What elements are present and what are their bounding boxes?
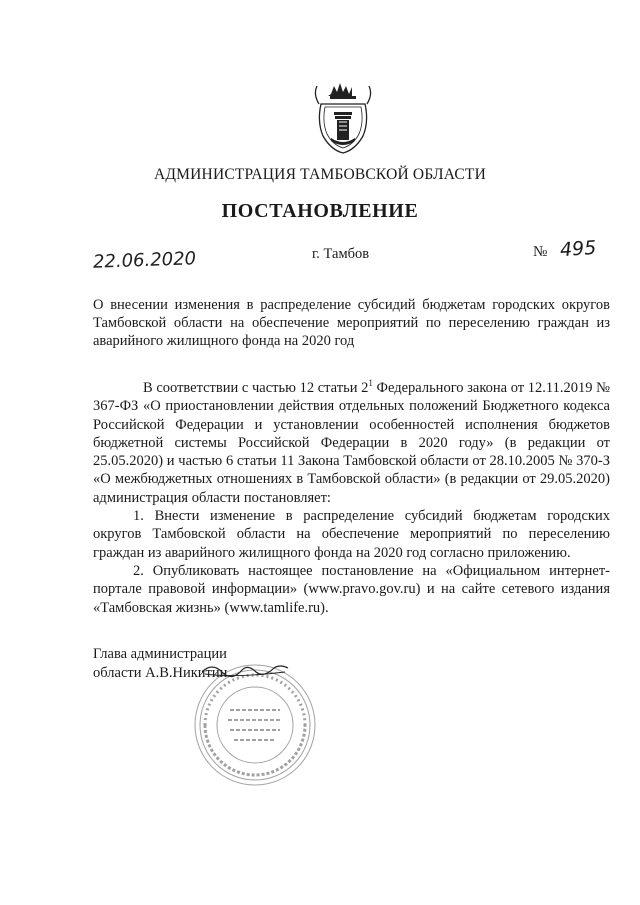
intro-paragraph <box>93 379 610 507</box>
document-type-title: ПОСТАНОВЛЕНИЕ <box>221 200 419 222</box>
signatory-name: области А.В.Никитин <box>93 665 228 681</box>
resolution-item-2: 2. Опубликовать настоящее постановление на «Официальном интернет-портале правовой информации» (www.pravo.gov.ru) и на сайте сетевого издания «Тамбовская жизнь» (www.tamlife.ru). <box>93 562 610 616</box>
document-body <box>93 379 610 617</box>
document-date: 22.06.2020 <box>92 248 197 273</box>
document-city: г. Тамбов <box>312 246 370 262</box>
agency-name: АДМИНИСТРАЦИЯ ТАМБОВСКОЙ ОБЛАСТИ <box>154 166 486 183</box>
signatory-position: Глава администрации <box>93 646 227 662</box>
intro-part1: В соответствии с частью 12 статьи 2 <box>143 380 369 396</box>
number-label: № <box>533 244 548 260</box>
handwritten-signature-icon <box>200 660 290 690</box>
coat-of-arms-icon <box>313 82 373 154</box>
document-subject: О внесении изменения в распределение субсидий бюджетам городских округов Тамбовской области на обеспечение мероприятий по переселению граждан из аварийного жилищного фонда на 2020 год <box>93 297 610 349</box>
resolution-item-1: 1. Внести изменение в распределение субсидий бюджетам городских округов Тамбовской области на обеспечение мероприятий по переселению граждан из аварийного жилищного фонда на 2020 год согласно приложению. <box>93 508 610 561</box>
document-number: 495 <box>559 236 597 262</box>
intro-superscript: 1 <box>368 378 373 388</box>
intro-part2: Федерального закона от 12.11.2019 № 367-ФЗ «О приостановлении действия отдельных положений Бюджетного кодекса Российской Федерации и установлении особенностей исполнения бюджетов бюджетной системы Российской Федерации в 2020 году» (в редакции от 25.05.2020) и частью 6 статьи 11 Закона Тамбовской области от 28.10.2005 № 370-З «О межбюджетных отношениях в Тамбовской области» (в редакции от 29.05.2020) администрация области постановляет: <box>93 380 610 506</box>
